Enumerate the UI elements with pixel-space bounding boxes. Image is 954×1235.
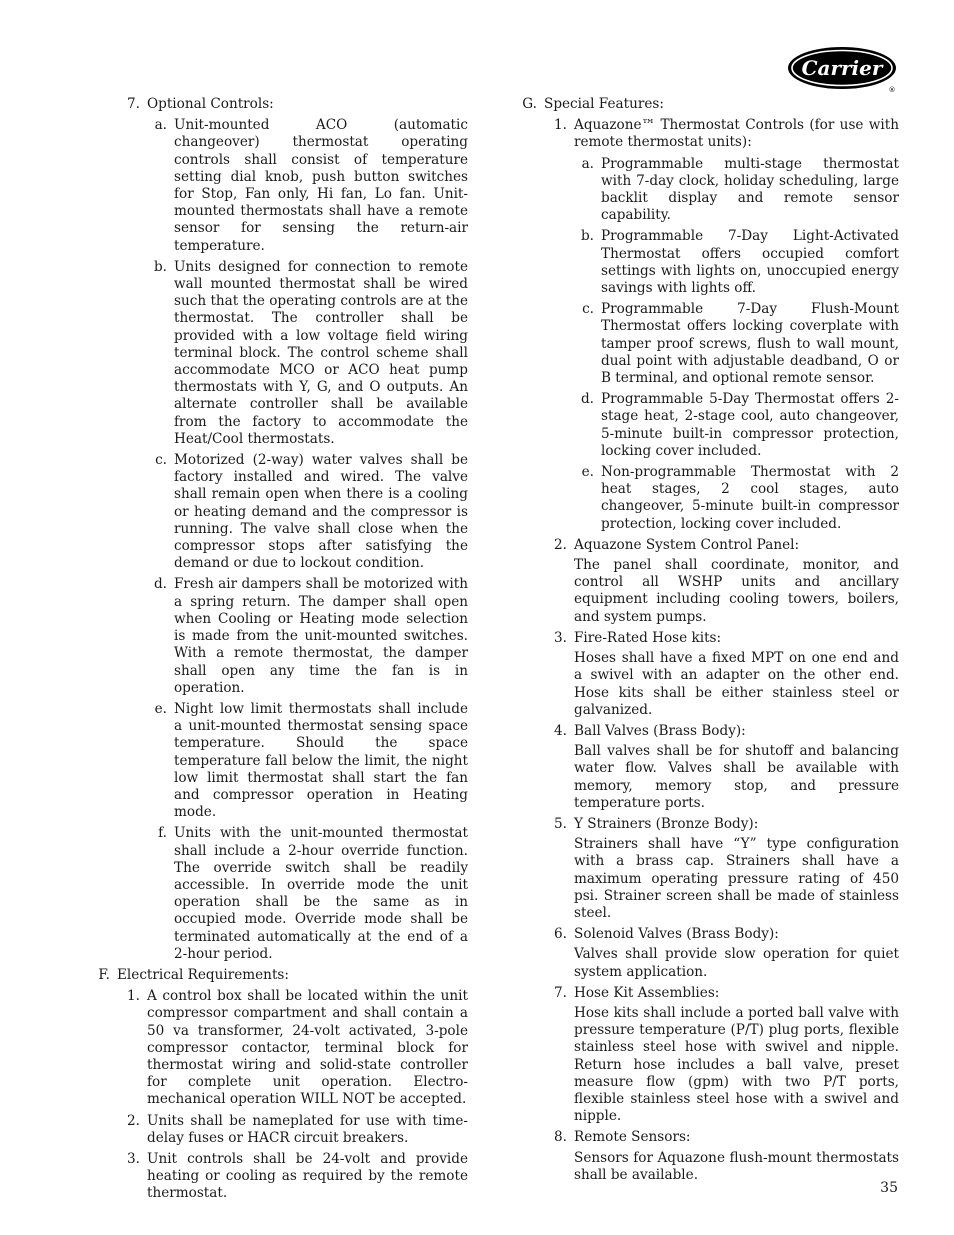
item-description: Valves shall provide slow operation for quiet system application. [574, 946, 899, 980]
item-description: Ball valves shall be for shutoff and balancing water flow. Valves shall be available with memory, memory stop, and pressure temperature ports. [574, 743, 899, 811]
list-item: e. Non-programmable Thermostat with 2 heat stages, 2 cool stages, auto changeover, 5-minute built-in compressor protection, locking cover included. [581, 464, 899, 532]
list-item: d. Fresh air dampers shall be motorized with a spring return. The damper shall open when Cooling or Heating mode selection is made from the unit-mounted switches. With a remote thermostat, the damper shall open any time the fan is in operation. [153, 576, 468, 696]
list-item: 2. Units shall be nameplated for use with time-delay fuses or HACR circuit breakers. [127, 1112, 468, 1146]
item-number: 7. [127, 96, 140, 112]
item-title: Y Strainers (Bronze Body): [574, 815, 759, 832]
item-title: Aquazone System Control Panel: [574, 536, 800, 553]
item-description: Hose kits shall include a ported ball valve with pressure temperature (P/T) plug ports, flexible stainless steel hose with swivel and nipple. Return hose includes a ball valve, preset measure flow (gpm) with two P/T ports, flexible stainless steel hose with a swivel and nipple. [574, 1004, 899, 1125]
item-title: Solenoid Valves (Brass Body): [574, 926, 779, 943]
optional-controls-item [116, 96, 468, 963]
list-item: c. Motorized (2-way) water valves shall be factory installed and wired. The valve shall remain open when there is a cooling or heating demand and the compressor is running. The valve shall close when the compressor stops after satisfying the demand or due to lockout condition. [155, 452, 468, 572]
item-description: The panel shall coordinate, monitor, and control all WSHP units and ancillary equipment including cooling towers, boilers, and system pumps. [574, 557, 899, 625]
list-item: b. Units designed for connection to remote wall mounted thermostat shall be wired such that the operating controls are at the thermostat. The controller shall be provided with a low voltage field wiring terminal block. The control scheme shall accommodate MCO or ACO heat pump thermostats with Y, G, and O outputs. An alternate controller shall be available from the factory to accommodate the Heat/Cool thermostats. [153, 258, 468, 447]
list-item: 7. Hose Kit Assemblies: Hose kits shall include a ported ball valve with pressure temperature (P/T) plug ports, flexible stainless steel hose with swivel and nipple. Return hose includes a ball valve, preset measure flow (gpm) with two P/T ports, flexible stainless steel hose with a swivel and nipple. [554, 984, 899, 1125]
item-title: Hose Kit Assemblies: [574, 984, 720, 1001]
thermostat-controls-item: 1. Aquazone™ Thermostat Controls (for use with remote thermostat units): a. Programmable multi-stage thermostat with 7-day clock, holiday scheduling, large backlit display and remote sensor capability. b. Programmable 7-Day Light-Activated Thermostat offers occupied comfort settings with lights on, unoccupied energy savings with lights off. c. Programmable 7-Day Flush-Mount Thermostat offers locking coverplate with tamper proof screws, flush to wall mount, dual point with adjustable deadband, O or B terminal, and optional remote sensor. d. Programmable 5-Day Thermostat offers 2-stage heat, 2-stage cool, auto changeover, 5-minute built-in compressor protection, locking cover included. e. Non-programmable Thermostat with 2 heat stages, 2 cool stages, auto changeover, 5-minute built-in compressor protection, locking cover included. [554, 117, 899, 532]
section-letter: G. [522, 96, 537, 112]
electrical-requirements-section [92, 967, 468, 1203]
list-item: e. Night low limit thermostats shall include a unit-mounted thermostat sensing space temperature. Should the space temperature fall below the limit, the night low limit thermostat shall start the fan and compressor operation in Heating mode. [154, 700, 468, 821]
section-title: Electrical Requirements: [117, 966, 289, 983]
list-item: c. Programmable 7-Day Flush-Mount Thermostat offers locking coverplate with tamper proof screws, flush to wall mount, dual point with adjustable deadband, O or B terminal, and optional remote sensor. [582, 301, 899, 387]
section-letter: F. [98, 966, 110, 983]
list-item: 8. Remote Sensors: Sensors for Aquazone flush-mount thermostats shall be available. [554, 1129, 899, 1183]
item-description: Hoses shall have a fixed MPT on one end and a swivel with an adapter on the other end. Hose kits shall be either stainless steel or galvanized. [574, 650, 899, 718]
svg-text:Carrier: Carrier [801, 56, 883, 80]
list-item: 3. Fire-Rated Hose kits: Hoses shall have a fixed MPT on one end and a swivel with an adapter on the other end. Hose kits shall be either stainless steel or galvanized. [554, 629, 899, 718]
list-item: a. Unit-mounted ACO (automatic changeover) thermostat operating controls shall consist of temperature setting dial knob, push button switches for Stop, Fan only, Hi fan, Lo fan. Unit-mounted thermostats shall have a remote sensor for sensing the return-air temperature. [154, 117, 468, 254]
item-description: Strainers shall have “Y” type configuration with a brass cap. Strainers shall have a maximum operating pressure rating of 450 psi. Strainer screen shall be made of stainless steel. [574, 836, 899, 921]
item-title: Aquazone™ Thermostat Controls (for use with remote thermostat units): [574, 117, 899, 151]
item-title: Optional Controls: [147, 96, 274, 112]
item-title: Ball Valves (Brass Body): [574, 722, 746, 739]
section-title: Special Features: [544, 96, 664, 112]
list-item: a. Programmable multi-stage thermostat with 7-day clock, holiday scheduling, large backlit display and remote sensor capability. [581, 155, 899, 224]
list-item: 3. Unit controls shall be 24-volt and provide heating or cooling as required by the remote thermostat. [127, 1150, 468, 1202]
list-item: 5. Y Strainers (Bronze Body): Strainers shall have “Y” type configuration with a brass cap. Strainers shall have a maximum operating pressure rating of 450 psi. Strainer screen shall be made of stainless steel. [554, 815, 899, 921]
item-title: Fire-Rated Hose kits: [574, 629, 722, 646]
special-features-section [519, 96, 899, 1184]
list-item: d. Programmable 5-Day Thermostat offers 2-stage heat, 2-stage cool, auto changeover, 5-minute built-in compressor protection, locking cover included. [580, 391, 899, 459]
carrier-logo [786, 46, 902, 94]
list-item: b. Programmable 7-Day Light-Activated Thermostat offers occupied comfort settings with lights on, unoccupied energy savings with lights off. [580, 228, 899, 297]
page-number: 35 [880, 1180, 898, 1196]
item-title: Remote Sensors: [574, 1129, 691, 1146]
list-item: 2. Aquazone System Control Panel: The panel shall coordinate, monitor, and control all WSHP units and ancillary equipment including cooling towers, boilers, and system pumps. [554, 536, 899, 625]
item-description: Sensors for Aquazone flush-mount thermostats shall be available. [574, 1149, 899, 1183]
right-column [519, 92, 899, 1187]
list-item: 1. A control box shall be located within the unit compressor compartment and shall contain a 50 va transformer, 24-volt activated, 3-pole compressor contactor, terminal block for thermostat wiring and solid-state controller for complete unit operation. Electro-mechanical operation WILL NOT be accepted. [127, 988, 468, 1108]
svg-text:®: ® [888, 86, 896, 94]
list-item: f. Units with the unit-mounted thermostat shall include a 2-hour override function. The override switch shall be readily accessible. In override mode the unit operation shall be the same as in occupied mode. Override mode shall be terminated automatically at the end of a 2-hour period. [158, 825, 468, 962]
left-column [92, 92, 468, 1206]
list-item: 6. Solenoid Valves (Brass Body): Valves shall provide slow operation for quiet system application. [554, 926, 899, 980]
list-item: 4. Ball Valves (Brass Body): Ball valves shall be for shutoff and balancing water flow. Valves shall be available with memory, memory stop, and pressure temperature ports. [554, 722, 899, 811]
